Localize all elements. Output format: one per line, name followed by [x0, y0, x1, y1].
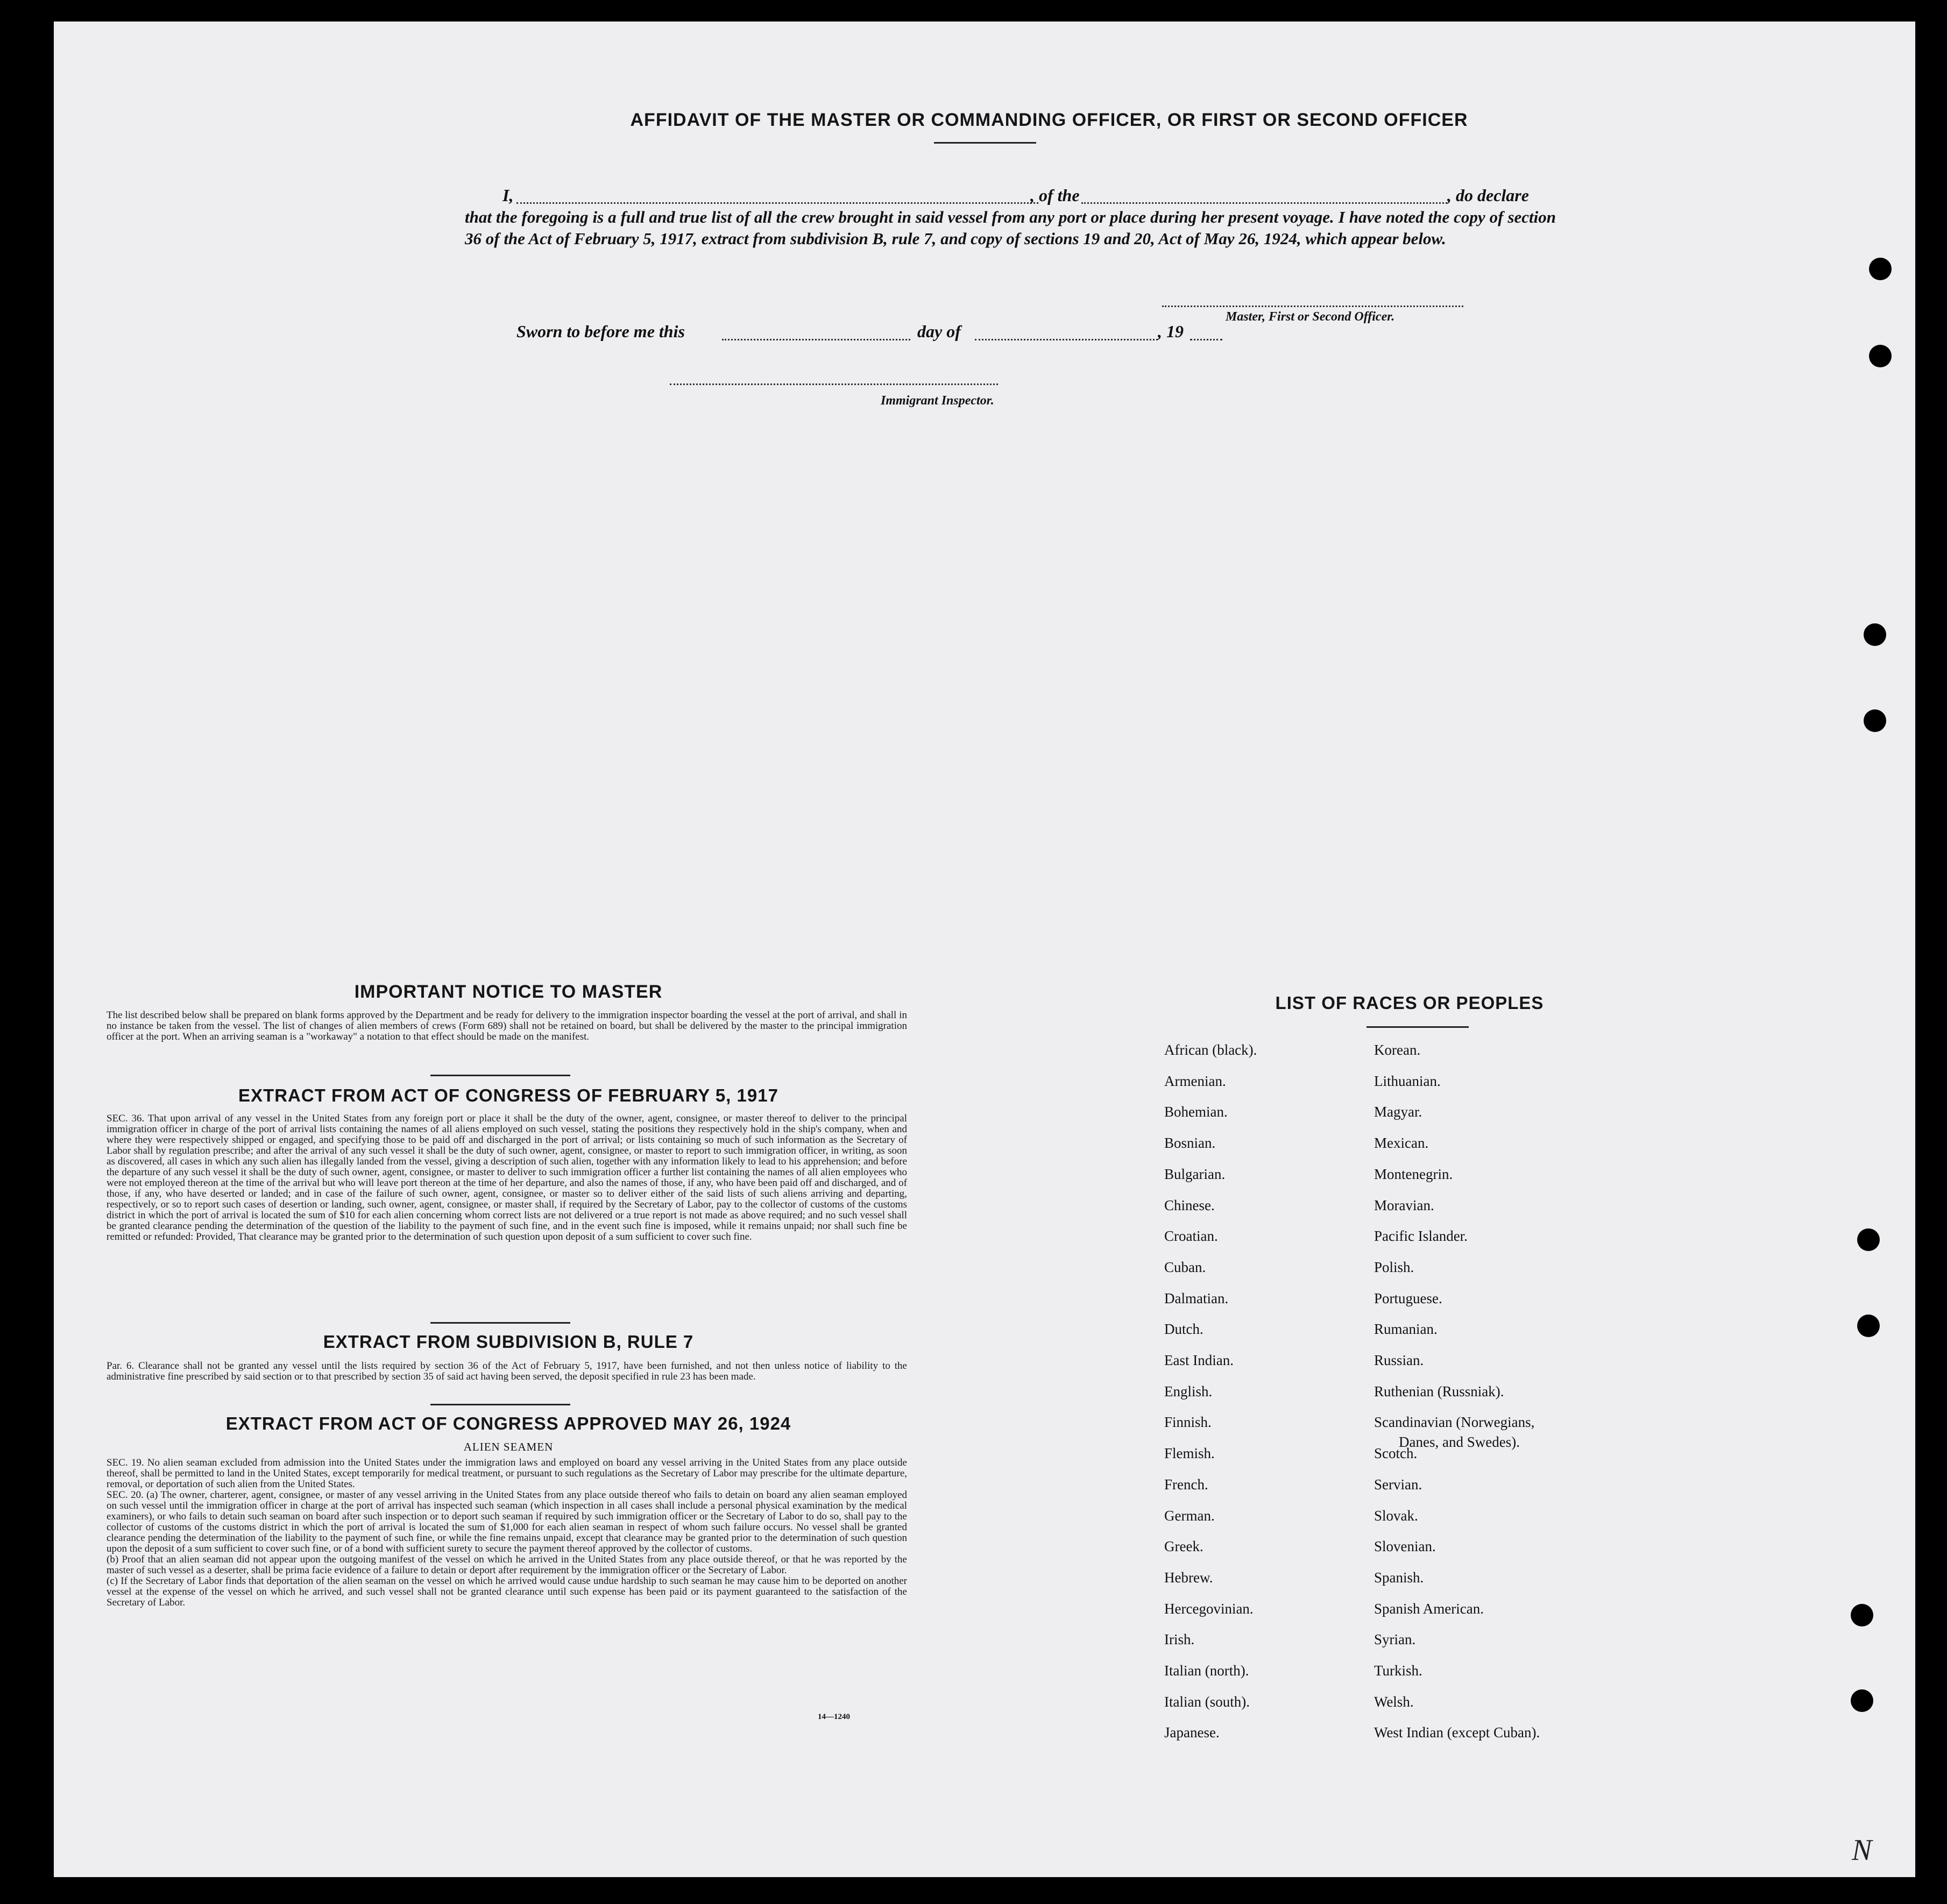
notice-title: IMPORTANT NOTICE TO MASTER [354, 982, 663, 1002]
race-item: Hercegovinian. [1164, 1600, 1254, 1617]
race-item: Magyar. [1374, 1104, 1422, 1120]
race-item: Polish. [1374, 1259, 1414, 1275]
race-item: Irish. [1164, 1631, 1195, 1648]
race-item: Portuguese. [1374, 1290, 1442, 1306]
race-item: Chinese. [1164, 1197, 1215, 1213]
alien-seamen-subtitle: ALIEN SEAMEN [463, 1440, 554, 1453]
binder-hole-6 [1857, 1315, 1880, 1337]
races-title: LIST OF RACES OR PEOPLES [1275, 993, 1544, 1013]
inspector-signature-line [670, 383, 998, 385]
i-label: I, [502, 186, 514, 205]
race-item: Welsh. [1374, 1693, 1414, 1710]
races-column-1 [1164, 1035, 1358, 1749]
sworn-day-blank [722, 339, 910, 340]
document-page [54, 22, 1915, 1877]
race-item: Bulgarian. [1164, 1166, 1226, 1182]
race-item: Armenian. [1164, 1072, 1226, 1089]
do-declare-label: , do declare [1447, 186, 1529, 205]
extract-rule7-text: Par. 6. Clearance shall not be granted any vessel until the lists required by section 36 of the Act of February 5, 1917, have been furnished, and not then unless notice of liability to the administrative fine prescribed by said section or to that prescribed by section 35 of said act having been served, the deposit specified in rule 23 has been made. [107, 1360, 907, 1382]
race-item: Scandinavian (Norwegians, [1374, 1414, 1535, 1431]
race-item: Bohemian. [1164, 1104, 1228, 1120]
race-item: Hebrew. [1164, 1569, 1213, 1586]
binder-hole-3 [1864, 623, 1886, 646]
race-item: Rumanian. [1374, 1321, 1438, 1338]
binder-hole-7 [1851, 1604, 1873, 1626]
race-item: Scotch. [1374, 1445, 1418, 1462]
races-underline [1367, 1026, 1469, 1028]
notice-text: The list described below shall be prepared on blank forms approved by the Department and be ready for delivery to the immigration inspector boarding the vessel at the port of arrival, and shall in no instance be taken from the vessel. The list of changes of alien members of crews (Form 689) shall not be retained on board, but shall be delivered by the master to the principal immigration officer at the port. When an arriving seaman is a "workaway" a notation to that effect should be made on the manifest. [107, 1010, 907, 1042]
race-item: Turkish. [1374, 1663, 1422, 1679]
race-item: Slovak. [1374, 1507, 1418, 1524]
divider-2 [430, 1322, 570, 1324]
extract-1917-title: EXTRACT FROM ACT OF CONGRESS OF FEBRUARY 5, 1917 [238, 1085, 778, 1105]
form-number: 14—1240 [818, 1713, 850, 1721]
binder-hole-1 [1869, 258, 1892, 280]
race-item: Spanish. [1374, 1569, 1424, 1586]
inspector-label: Immigrant Inspector. [881, 394, 994, 408]
race-item: Spanish American. [1374, 1600, 1484, 1617]
name-blank [516, 202, 1038, 204]
master-signature-label: Master, First or Second Officer. [1226, 310, 1395, 324]
sec-20b-text: (b) Proof that an alien seaman did not appear upon the outgoing manifest of the vessel on which he arrived in the United States from any place outside thereof, or that he was reported by the master of such vessel as a deserter, shall be prima facie evidence of a failure to detain or deport after requirement by the immigration officer or the Secretary of Labor. [107, 1554, 907, 1576]
year-label: , 19 [1158, 322, 1184, 341]
race-item: Dalmatian. [1164, 1290, 1229, 1306]
race-item: Croatian. [1164, 1228, 1218, 1245]
race-item: Montenegrin. [1374, 1166, 1453, 1182]
race-item: German. [1164, 1507, 1215, 1524]
sec-20a-text: SEC. 20. (a) The owner, charterer, agent, consignee, or master of any vessel arriving in the United States from any place outside thereof who fails to detain on board any alien seaman employed on such vessel until the immigration officer in charge at the port of arrival has inspected such seaman (which inspection in all cases shall include a personal physical examination by the medical examiners), or who fails to detain such seaman on board after such inspection or to deport such seaman if required by such immigration officer or the Secretary of Labor to do so, shall pay to the collector of customs of the customs district in which the port of arrival is located the sum of $1,000 for each alien seaman in respect of whom such failure occurs. No vessel shall be granted clearance pending the determination of the liability to the payment of such fine, or while the fine remains unpaid, except that clearance may be granted prior to the determination of such question upon the deposit of a sum sufficient to cover such fine, or of a bond with sufficient surety to secure the payment thereof approved by the collector of customs. [107, 1489, 907, 1554]
extract-1917-text: SEC. 36. That upon arrival of any vessel in the United States from any foreign port or place it shall be the duty of the owner, agent, consignee, or master thereof to deliver to the principal immigration officer in charge of the port of arrival lists containing the names of all aliens employed on such vessel, stating the positions they respectively hold in the ship's company, when and where they were respectively shipped or engaged, and specifying those to be paid off and discharged in the port of arrival; or lists containing so much of such information as the Secretary of Labor shall by regulation prescribe; and after the arrival of any such vessel it shall be the duty of such owner, agent, consignee, or master to report to such immigration officer, in writing, as soon as discovered, all cases in which any such alien has illegally landed from the vessel, giving a description of such alien, together with any information likely to lead to his apprehension; and before the departure of any such vessel it shall be the duty of such owner, agent, consignee, or master to deliver to such immigration officer a further list containing the names of all alien employees who were not employed thereon at the time of the arrival but who will leave port thereon at the time of her departure, and also the names of those, if any, who have been paid off and discharged, and of those, if any, who have deserted or landed; and in case of the failure of such owner, agent, consignee, or master so to deliver either of the said lists of such aliens arriving and departing, respectively, or so to report such cases of desertion or landing, such owner, agent, consignee, or master shall, if required by the Secretary of Labor, pay to the collector of customs of the customs district in which the port of arrival is located the sum of $10 for each alien concerning whom correct lists are not delivered or a true report is not made as above required; and no such vessel shall be granted clearance pending the determination of the question of the liability to the payment of such fine, and in the event such fine is imposed, while it remains unpaid; nor shall such fine be remitted or refunded: Provided, That clearance may be granted prior to the determination of such question upon deposit of a sum sufficient to cover such fine. [107, 1113, 907, 1242]
binder-hole-8 [1851, 1689, 1873, 1712]
race-item: Syrian. [1374, 1631, 1416, 1648]
race-item: Finnish. [1164, 1414, 1212, 1431]
race-item: Mexican. [1374, 1135, 1429, 1152]
race-item: Italian (south). [1164, 1693, 1250, 1710]
sec-20c-text: (c) If the Secretary of Labor finds that deportation of the alien seaman on the vessel on which he arrived would cause undue hardship to such seaman he may cause him to be deported on another vessel at the expense of the vessel on which he arrived, and such vessel shall not be granted clearance until such expense has been paid or its payment guaranteed to the satisfaction of the Secretary of Labor. [107, 1575, 907, 1608]
race-item: Russian. [1374, 1352, 1424, 1369]
master-signature-line [1162, 306, 1463, 307]
binder-hole-2 [1869, 345, 1892, 367]
month-blank [975, 339, 1158, 340]
race-item: Cuban. [1164, 1259, 1206, 1275]
affidavit-title: AFFIDAVIT OF THE MASTER OR COMMANDING OFFICER, OR FIRST OR SECOND OFFICER [630, 110, 1468, 130]
vessel-blank [1081, 202, 1447, 204]
race-item: African (black). [1164, 1042, 1257, 1058]
corner-mark: N [1852, 1834, 1872, 1867]
extract-1924-body [107, 1458, 907, 1608]
divider-3 [430, 1404, 570, 1405]
race-item: Slovenian. [1374, 1538, 1436, 1555]
race-item: East Indian. [1164, 1352, 1234, 1369]
day-of-label: day of [917, 322, 961, 341]
race-item: Lithuanian. [1374, 1072, 1441, 1089]
extract-1924-title: EXTRACT FROM ACT OF CONGRESS APPROVED MAY 26, 1924 [225, 1413, 791, 1433]
race-item: Flemish. [1164, 1445, 1215, 1462]
races-column-2 [1374, 1035, 1622, 1749]
race-item: Bosnian. [1164, 1135, 1216, 1152]
title-underline [934, 142, 1036, 144]
race-item: Servian. [1374, 1476, 1422, 1493]
race-item: West Indian (except Cuban). [1374, 1724, 1540, 1741]
race-item: Moravian. [1374, 1197, 1434, 1213]
race-item: Pacific Islander. [1374, 1228, 1468, 1245]
race-item: French. [1164, 1476, 1208, 1493]
race-item: Dutch. [1164, 1321, 1203, 1338]
race-item: Ruthenian (Russniak). [1374, 1383, 1504, 1399]
race-item: Italian (north). [1164, 1663, 1249, 1679]
divider-1 [430, 1075, 570, 1076]
race-item: English. [1164, 1383, 1213, 1399]
extract-rule7-title: EXTRACT FROM SUBDIVISION B, RULE 7 [323, 1332, 694, 1352]
affidavit-body: that the foregoing is a full and true list of all the crew brought in said vessel from any port or place during her present voyage. I have noted the copy of section 36 of the Act of February 5, 1917, extract from subdivision B, rule 7, and copy of sections 19 and 20, Act of May 26, 1924, which appear below. [465, 208, 1556, 248]
binder-hole-5 [1857, 1228, 1880, 1251]
binder-hole-4 [1864, 709, 1886, 732]
race-item: Greek. [1164, 1538, 1203, 1555]
race-item: Japanese. [1164, 1724, 1220, 1741]
races-continuation: Danes, and Swedes). [1399, 1434, 1520, 1450]
of-the-label: , of the [1030, 186, 1080, 205]
race-item: Korean. [1374, 1042, 1421, 1058]
year-blank [1190, 339, 1222, 340]
sworn-label: Sworn to before me this [516, 322, 685, 341]
sec-19-text: SEC. 19. No alien seaman excluded from admission into the United States under the immigration laws and employed on board any vessel arriving in the United States from any place outside thereof, shall be permitted to land in the United States, except temporarily for medical treatment, or pursuant to such regulations as the Secretary of Labor may prescribe for the ultimate departure, removal, or deportation of such alien from the United States. [107, 1457, 907, 1490]
